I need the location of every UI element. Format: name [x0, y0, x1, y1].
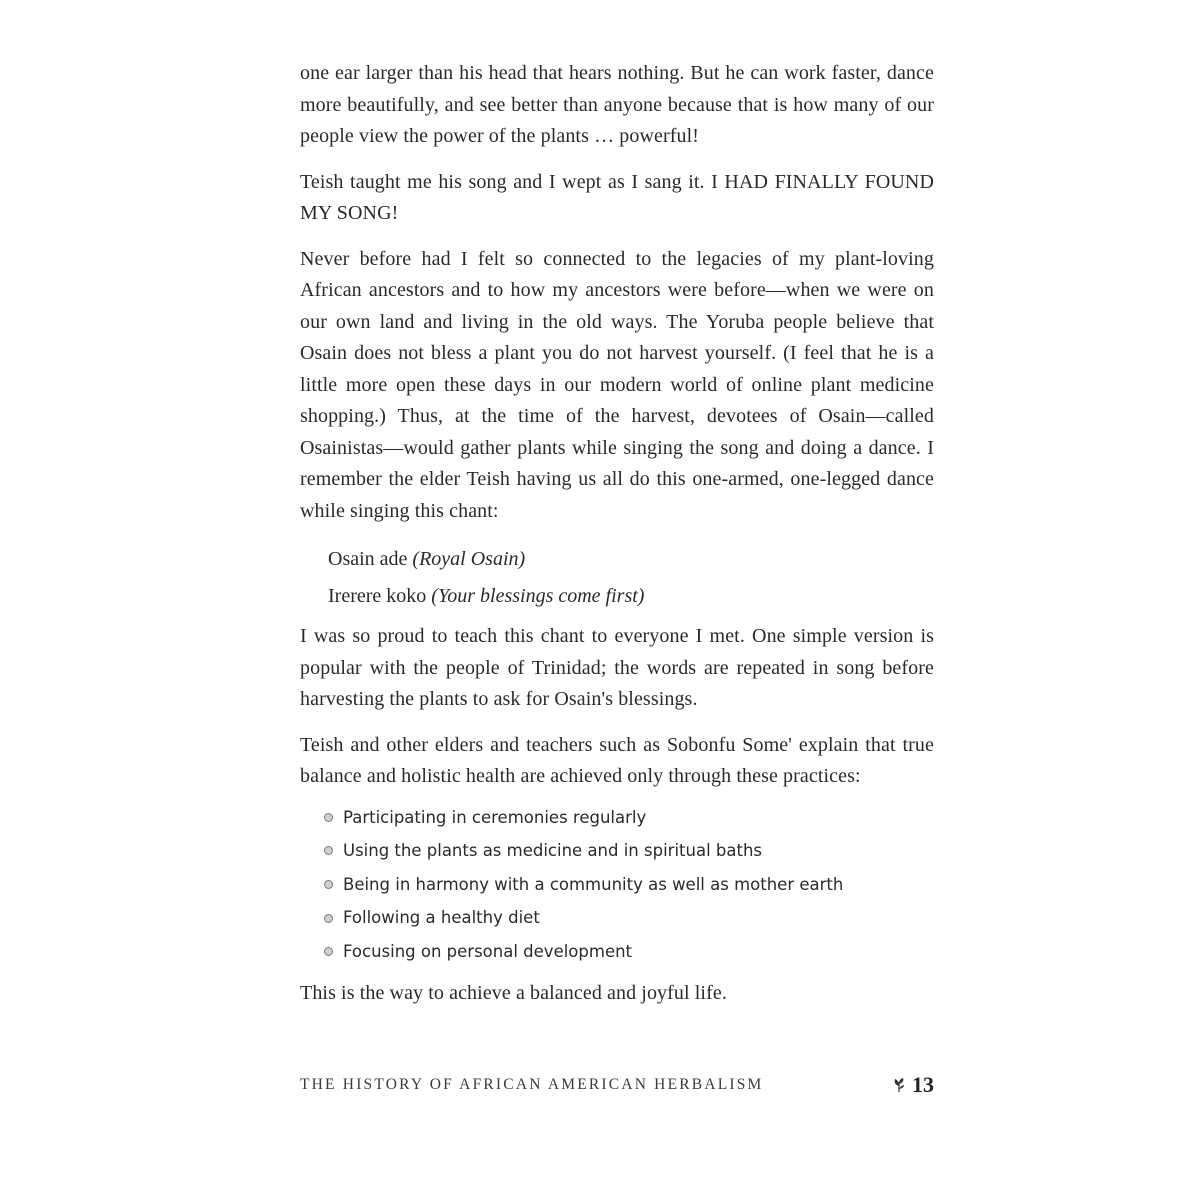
list-item: [324, 834, 934, 868]
paragraph-ancestors: Never before had I felt so connected to the legacies of my plant-loving African ancestors and to how my ancestors were before—when we were on our own land and living in the old ways. The Yoruba people believe that Osain does not bless a plant you do not harvest yourself. (I feel that he is a little more open these days in our modern world of online plant medicine shopping.) Thus, at the time of the harvest, devotees of Osain—called Osainistas—would gather plants while singing the song and doing a dance. I remember the elder Teish having us all do this one-armed, one-legged dance while singing this chant:: [300, 247, 934, 522]
running-head: THE HISTORY OF AFRICAN AMERICAN HERBALISM: [300, 1076, 764, 1093]
leaf-ornament-icon: [892, 1077, 906, 1093]
practices-list: [300, 801, 934, 969]
paragraph-balance: Teish and other elders and teachers such as Sobonfu Some' explain that true balance and holistic health are achieved only through these practices:: [300, 733, 934, 787]
list-item-text: Participating in ceremonies regularly: [343, 807, 647, 827]
paragraph-osain-description: one ear larger than his head that hears nothing. But he can work faster, dance more beautifully, and see better than anyone because that is how many of our people view the power of the plants … powerful!: [300, 62, 934, 147]
list-item: [324, 901, 934, 935]
page-number: 13: [912, 1072, 934, 1097]
chant-text: Osain ade: [328, 548, 408, 570]
list-item-text: Following a healthy diet: [343, 908, 540, 928]
folio: [892, 1070, 934, 1100]
chant-line: [300, 541, 934, 578]
paragraph-conclusion: This is the way to achieve a balanced and joyful life.: [300, 982, 727, 1005]
bullet-icon: [324, 880, 333, 889]
list-item: [324, 868, 934, 902]
paragraph-found-my-song: Teish taught me his song and I wept as I sang it. I HAD FINALLY FOUND MY SONG!: [300, 170, 934, 224]
list-item: [324, 801, 934, 835]
bullet-icon: [324, 914, 333, 923]
page-footer: [300, 1070, 934, 1100]
list-item-text: Being in harmony with a community as well as mother earth: [343, 874, 844, 894]
chant-translation: (Royal Osain): [412, 548, 526, 570]
bullet-icon: [324, 846, 333, 855]
chant-line: [300, 578, 934, 615]
book-page: [300, 58, 934, 1024]
paragraph-teach-chant: I was so proud to teach this chant to everyone I met. One simple version is popular with the people of Trinidad; the words are repeated in song before harvesting the plants to ask for Osain's blessings.: [300, 625, 934, 710]
bullet-icon: [324, 947, 333, 956]
list-item-text: Focusing on personal development: [343, 941, 633, 961]
bullet-icon: [324, 813, 333, 822]
list-item-text: Using the plants as medicine and in spiritual baths: [343, 841, 763, 861]
chant-translation: (Your blessings come first): [431, 585, 645, 607]
chant-block: [300, 541, 934, 615]
chant-text: Irerere koko: [328, 585, 427, 607]
list-item: [324, 935, 934, 969]
